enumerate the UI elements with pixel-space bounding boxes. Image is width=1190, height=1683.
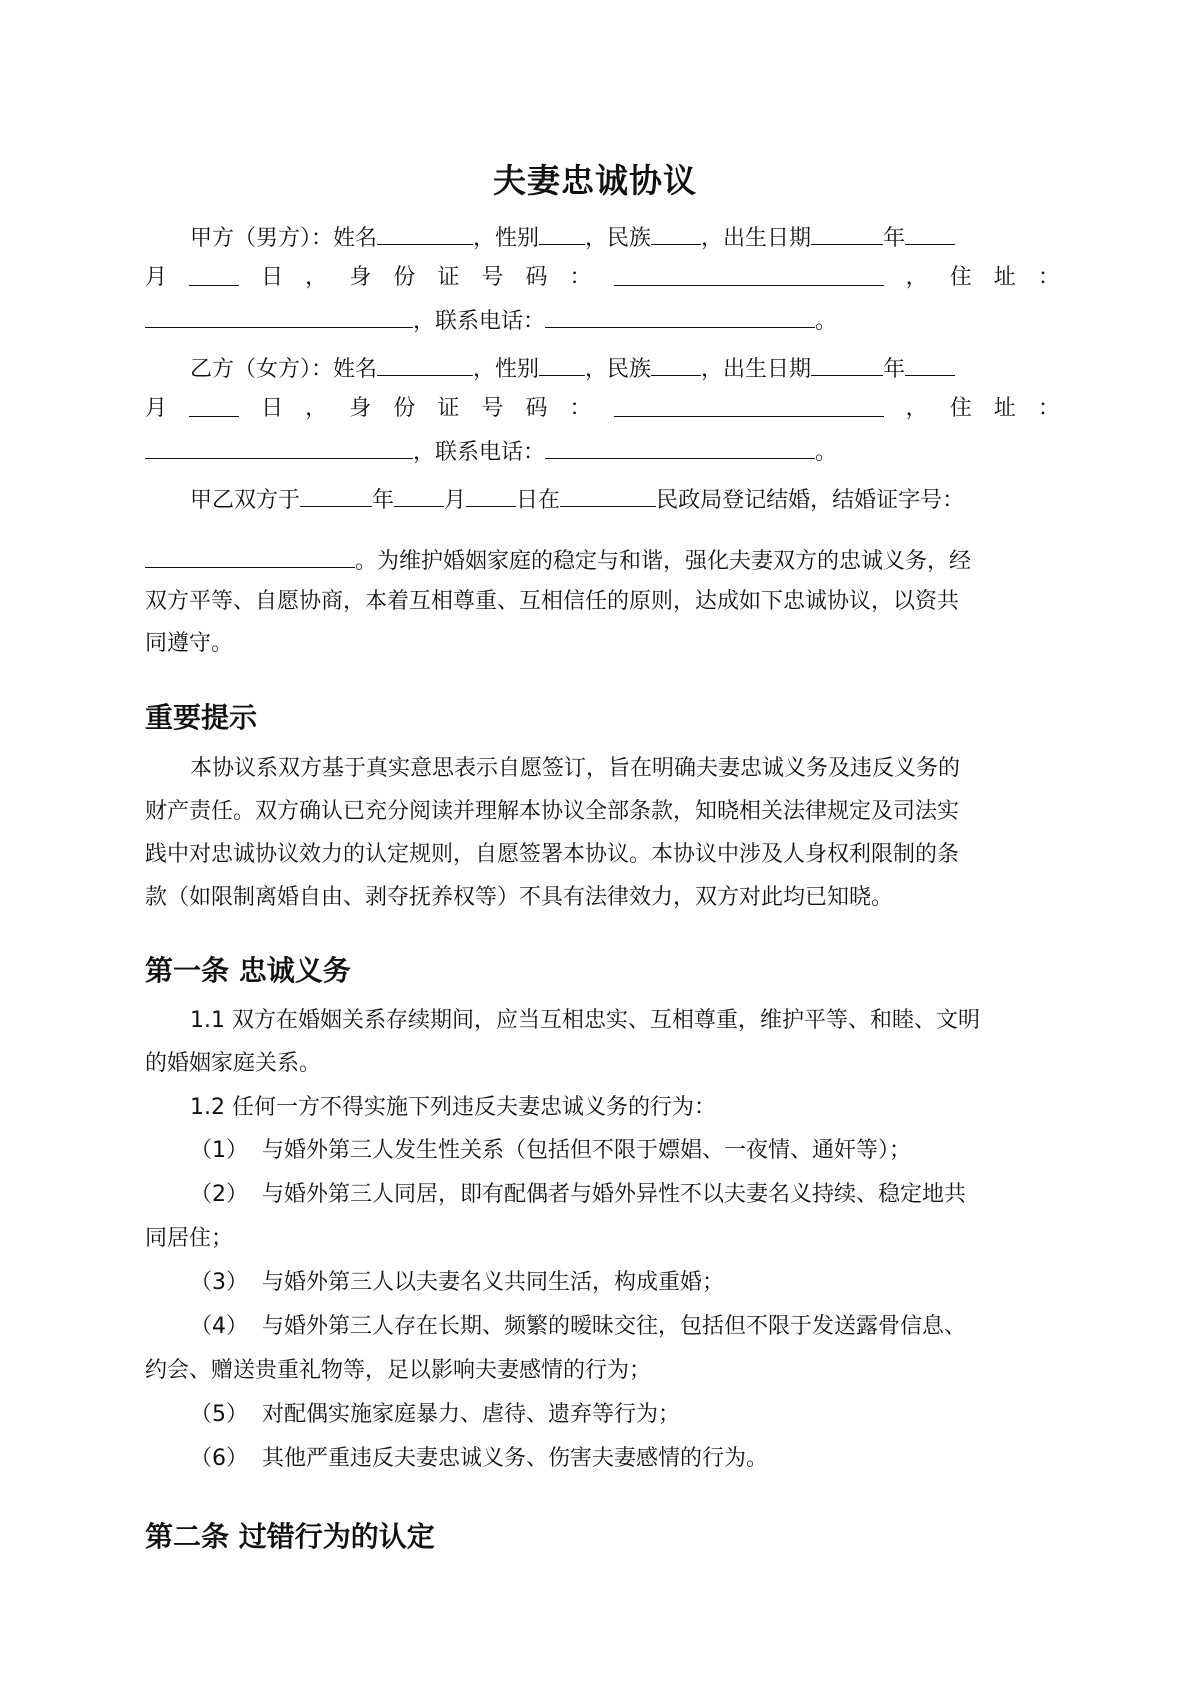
certificate-number-blank (145, 545, 355, 568)
important-line: 财产责任。双方确认已充分阅读并理解本协议全部条款，知晓相关法律规定及司法实 (145, 799, 960, 824)
list-item: （6） 其他严重违反夫妻忠诚义务、伤害夫妻感情的行为。 (190, 1446, 769, 1471)
document-title: 夫妻忠诚协议 (493, 161, 697, 200)
birth-year-blank (811, 353, 883, 376)
marriage-line3: 双方平等、自愿协商，本着互相尊重、互相信任的原则，达成如下忠诚协议，以资共 (145, 589, 960, 614)
id-number-blank (614, 394, 884, 417)
id-number-blank (614, 263, 884, 286)
article1-clause-1-1: 1.1 双方在婚姻关系存续期间，应当互相忠实、互相尊重，维护平等、和睦、文明 (190, 1008, 980, 1033)
marriage-line1: 甲乙双方于 年 月 日在 民政局登记结婚，结婚证字号： (190, 484, 964, 514)
address-blank (145, 305, 413, 328)
party-a-line2: 月 日 ， 身 份 证 号 码 ： ， 住 址 ： (145, 265, 1060, 290)
marriage-month-blank (394, 484, 444, 507)
address-blank (145, 436, 413, 459)
important-heading: 重要提示 (145, 701, 258, 734)
marriage-year-blank (300, 484, 372, 507)
list-item: （5） 对配偶实施家庭暴力、虐待、遗弃等行为； (190, 1402, 681, 1427)
birth-day-blank (189, 394, 239, 417)
list-item: （2） 与婚外第三人同居，即有配偶者与婚外异性不以夫妻名义持续、稳定地共 (190, 1182, 967, 1207)
party-a-line3: ，联系电话： 。 (145, 305, 837, 335)
phone-blank (545, 436, 815, 459)
important-line: 本协议系双方基于真实意思表示自愿签订，旨在明确夫妻忠诚义务及违反义务的 (190, 756, 961, 781)
phone-blank (545, 305, 815, 328)
article1-heading: 第一条 忠诚义务 (145, 954, 351, 987)
birth-year-blank (811, 222, 883, 245)
list-item-cont: 约会、赠送贵重礼物等，足以影响夫妻感情的行为； (145, 1358, 652, 1383)
bureau-blank (560, 484, 656, 507)
article1-clause-1-2: 1.2 任何一方不得实施下列违反夫妻忠诚义务的行为： (190, 1095, 716, 1120)
birth-month-blank (905, 222, 955, 245)
list-item: （1） 与婚外第三人发生性关系（包括但不限于嫖娼、一夜情、通奸等）； (190, 1138, 912, 1163)
article2-heading: 第二条 过错行为的认定 (145, 1520, 435, 1553)
birth-day-blank (189, 263, 239, 286)
party-b-line1: 乙方（女方）：姓名 ，性别 ，民族 ，出生日期 年 (190, 353, 955, 383)
marriage-day-blank (466, 484, 516, 507)
party-a-line1: 甲方（男方）：姓名 ，性别 ，民族 ，出生日期 年 (190, 222, 955, 252)
list-item-cont: 同居住； (145, 1226, 234, 1251)
gender-blank (539, 353, 585, 376)
party-b-line3: ，联系电话： 。 (145, 436, 837, 466)
list-item: （4） 与婚外第三人存在长期、频繁的暧昧交往，包括但不限于发送露骨信息、 (190, 1314, 967, 1339)
name-blank (377, 353, 473, 376)
birth-month-blank (905, 353, 955, 376)
gender-blank (539, 222, 585, 245)
marriage-line4: 同遵守。 (145, 631, 234, 656)
article1-clause-1-1-cont: 的婚姻家庭关系。 (145, 1051, 322, 1076)
party-b-line2: 月 日 ， 身 份 证 号 码 ： ， 住 址 ： (145, 396, 1060, 421)
ethnic-blank (651, 353, 701, 376)
important-line: 践中对忠诚协议效力的认定规则，自愿签署本协议。本协议中涉及人身权利限制的条 (145, 842, 960, 867)
list-item: （3） 与婚外第三人以夫妻名义共同生活，构成重婚； (190, 1270, 725, 1295)
marriage-line2: 。为维护婚姻家庭的稳定与和谐，强化夫妻双方的忠诚义务，经 (145, 545, 971, 575)
ethnic-blank (651, 222, 701, 245)
important-line: 款（如限制离婚自由、剥夺抚养权等）不具有法律效力，双方对此均已知晓。 (145, 885, 894, 910)
name-blank (377, 222, 473, 245)
